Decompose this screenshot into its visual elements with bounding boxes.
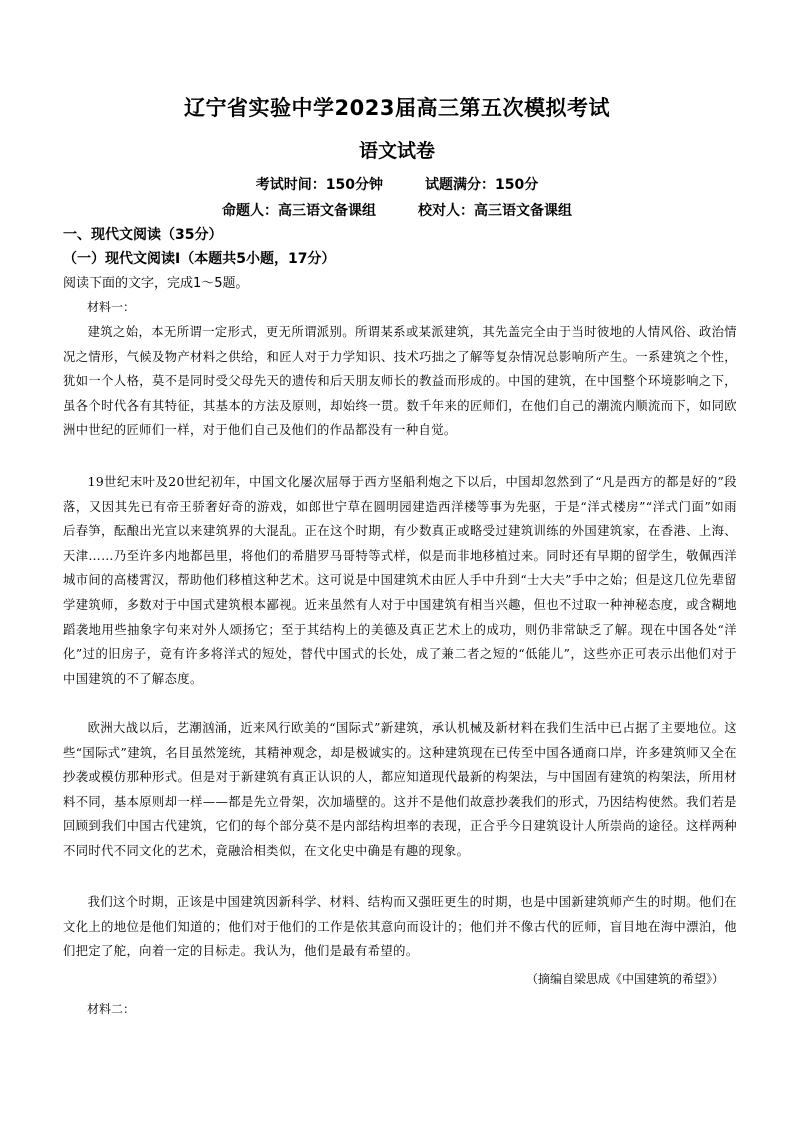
instruction-text: 阅读下面的文字，完成1～5题。 <box>63 276 249 291</box>
exam-meta-line-1 <box>0 174 794 194</box>
material-two-label: 材料二： <box>87 1002 136 1016</box>
exam-meta-line-2 <box>0 200 794 220</box>
author: 命题人：高三语文备课组 <box>222 203 376 219</box>
material-paragraph: 我们这个时期，正该是中国建筑因新科学、材料、结构而又强旺更生的时期，也是中国新建筑师产生的时期。他们在文化上的地位是他们知道的；他们对于他们的工作是依其意向而设计的；他们并不像古代的匠师，盲目地在海中漂泊，他们把定了舵，向着一定的目标走。我认为，他们是最有希望的。 <box>63 895 737 959</box>
full-score: 试题满分：150分 <box>425 177 539 193</box>
material-one-label: 材料一： <box>87 300 136 314</box>
citation: （摘编自梁思成《中国建筑的希望》） <box>525 972 724 986</box>
material-paragraph: 19世纪末叶及20世纪初年，中国文化屡次屈辱于西方坚船利炮之下以后，中国却忽然到了“凡是西方的都是好的”段落，又因其先已有帝王骄奢好奇的游戏，如郎世宁草在圆明园建造西洋楼等事为先驱，于是“洋式楼房”“洋式门面”如雨后春笋，酝酿出光宣以来建筑界的大混乱。正在这个时期，有少数真正或略受过建筑训练的外国建筑家，在香港、上海、天津……乃至许多内地都邑里，将他们的希腊罗马哥特等式样，似是而非地移植过来。同时还有早期的留学生，敬佩西洋城市间的高楼霄汉，帮助他们移植这种艺术。这可说是中国建筑术由匠人手中升到“士大夫”手中之始；但是这几位先辈留学建筑师，多数对于中国式建筑根本鄙视。近来虽然有人对于中国建筑有相当兴趣，但也不过取一种神秘态度，或含糊地蹈袭地用些抽象字句来对外人颂扬它；至于其结构上的美德及真正艺术上的成功，则仍非常缺乏了解。现在中国各处“洋化”过的旧房子，竟有许多将洋式的短处，替代中国式的长处，成了兼二者之短的“低能儿”，这些亦正可表示出他们对于中国建筑的不了解态度。 <box>63 475 737 686</box>
exam-title: 辽宁省实验中学2023届高三第五次模拟考试 <box>184 96 610 120</box>
material-paragraph: 欧洲大战以后，艺潮汹涌，近来风行欧美的“国际式”新建筑，承认机械及新材料在我们生活中已占据了主要地位。这些“国际式”建筑，名目虽然笼统，其精神观念，却是极诚实的。这种建筑现在已传至中国各通商口岸，许多建筑师又全在抄袭或模仿那种形式。但是对于新建筑有真正认识的人，都应知道现代最新的构架法，与中国固有建筑的构架法，所用材料不同，基本原则却一样——都是先立骨架，次加墙壁的。这并不是他们故意抄袭我们的形式，乃因结构使然。我们若是回顾到我们中国古代建筑，它们的每个部分莫不是内部结构坦率的表现，正合乎今日建筑设计人所崇尚的途径。这样两种不同时代不同文化的艺术，竟融洽相类似，在文化史中确是有趣的现象。 <box>63 721 737 858</box>
exam-time: 考试时间：150分钟 <box>255 177 383 193</box>
exam-subtitle: 语文试卷 <box>358 140 435 162</box>
section-heading: 一、现代文阅读（35分） <box>63 227 223 243</box>
proofreader: 校对人：高三语文备课组 <box>418 203 572 219</box>
subsection-heading: （一）现代文阅读Ⅰ（本题共5小题，17分） <box>63 251 336 267</box>
material-paragraph: 建筑之始，本无所谓一定形式，更无所谓派别。所谓某系或某派建筑，其先盖完全由于当时彼地的人情风俗、政治情况之情形，气候及物产材料之供给，和匠人对于力学知识、技术巧拙之了解等复杂情况总影响所产生。一系建筑之个性，犹如一个人格，莫不是同时受父母先天的遗传和后天朋友师长的教益而形成的。中国的建筑，在中国整个环境影响之下，虽各个时代各有其特征，其基本的方法及原则，却始终一贯。数千年来的匠师们，在他们自己的潮流内顺流而下，如同欧洲中世纪的匠师们一样，对于他们自己及他们的作品都没有一种自觉。 <box>63 325 737 438</box>
